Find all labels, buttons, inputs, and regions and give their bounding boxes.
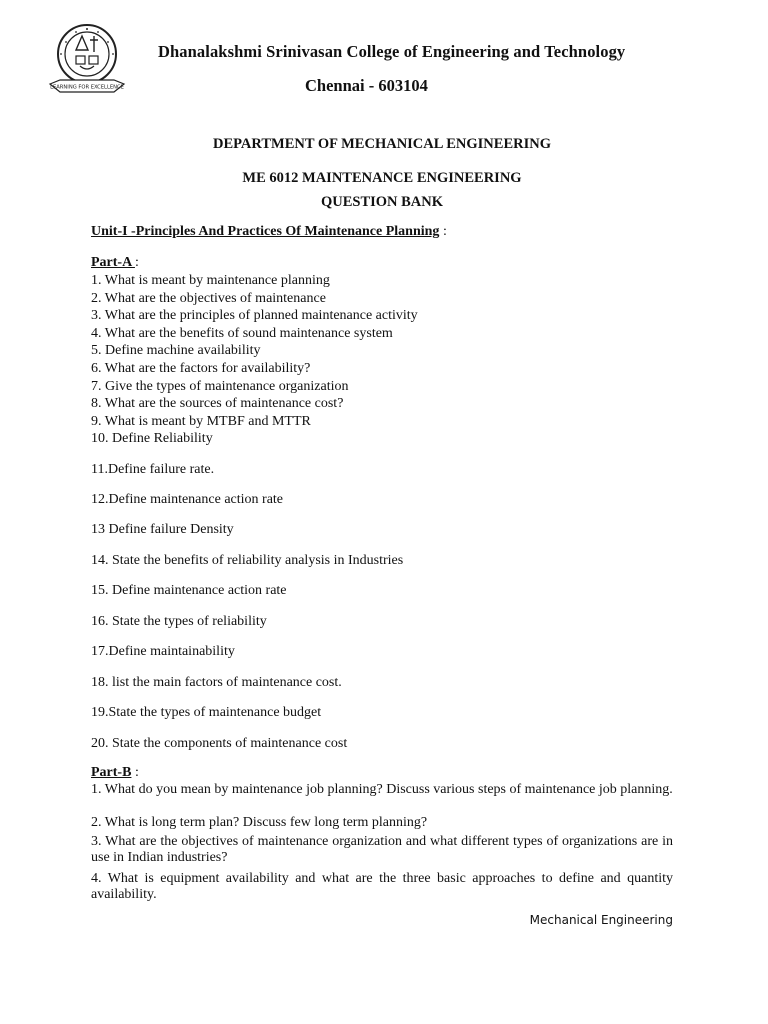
part-b-question: 3. What are the objectives of maintenance organization and what different types of organizations are in use in Indian industries? bbox=[91, 834, 673, 865]
part-a-question: 10. Define Reliability bbox=[91, 431, 213, 446]
part-a-question: 14. State the benefits of reliability analysis in Industries bbox=[91, 553, 404, 568]
page-footer: Mechanical Engineering bbox=[529, 913, 673, 927]
department-title: DEPARTMENT OF MECHANICAL ENGINEERING bbox=[213, 136, 551, 152]
part-a-question: 3. What are the principles of planned maintenance activity bbox=[91, 308, 418, 323]
part-a-question: 5. Define machine availability bbox=[91, 343, 261, 358]
document-type: QUESTION BANK bbox=[320, 194, 444, 210]
unit-title: Unit-I -Principles And Practices Of Maintenance Planning bbox=[91, 224, 440, 239]
part-a-question: 7. Give the types of maintenance organization bbox=[91, 379, 349, 394]
part-b-question: 1. What do you mean by maintenance job planning? Discuss various steps of maintenance job planning. bbox=[91, 782, 673, 797]
part-a-suffix: : bbox=[134, 255, 139, 270]
part-b-heading bbox=[91, 765, 139, 781]
part-b-question: 4. What is equipment availability and what are the three basic approaches to define and quantity availability. bbox=[91, 871, 673, 902]
part-b-label: Part-B bbox=[91, 765, 132, 780]
part-a-question: 6. What are the factors for availability? bbox=[91, 361, 311, 376]
part-a-question: 13 Define failure Density bbox=[91, 522, 234, 537]
part-a-question: 9. What is meant by MTBF and MTTR bbox=[91, 414, 311, 429]
unit-suffix: : bbox=[439, 224, 447, 239]
course-title: ME 6012 MAINTENANCE ENGINEERING bbox=[242, 170, 522, 186]
college-logo bbox=[46, 22, 128, 96]
part-a-question: 1. What is meant by maintenance planning bbox=[91, 273, 330, 288]
part-a-question: 12.Define maintenance action rate bbox=[91, 492, 284, 507]
part-b-suffix: : bbox=[131, 765, 139, 780]
college-city: Chennai - 603104 bbox=[305, 76, 428, 95]
part-a-question: 8. What are the sources of maintenance cost? bbox=[91, 396, 344, 411]
part-a-question: 16. State the types of reliability bbox=[91, 614, 267, 629]
part-a-question: 17.Define maintainability bbox=[91, 644, 235, 659]
part-a-question: 18. list the main factors of maintenance cost. bbox=[91, 675, 342, 690]
part-a-heading bbox=[91, 255, 139, 271]
part-a-question: 15. Define maintenance action rate bbox=[91, 583, 287, 598]
unit-heading bbox=[91, 224, 447, 240]
part-a-question: 2. What are the objectives of maintenance bbox=[91, 291, 326, 306]
part-a-question: 19.State the types of maintenance budget bbox=[91, 705, 322, 720]
part-a-question: 11.Define failure rate. bbox=[91, 462, 215, 477]
part-a-question: 4. What are the benefits of sound maintenance system bbox=[91, 326, 393, 341]
part-b-question: 2. What is long term plan? Discuss few long term planning? bbox=[91, 815, 428, 830]
part-a-label: Part-A bbox=[91, 255, 135, 270]
part-a-question: 20. State the components of maintenance cost bbox=[91, 736, 348, 751]
college-name: Dhanalakshmi Srinivasan College of Engineering and Technology bbox=[158, 42, 626, 61]
logo-motto: LEARNING FOR EXCELLENCE bbox=[50, 84, 124, 91]
